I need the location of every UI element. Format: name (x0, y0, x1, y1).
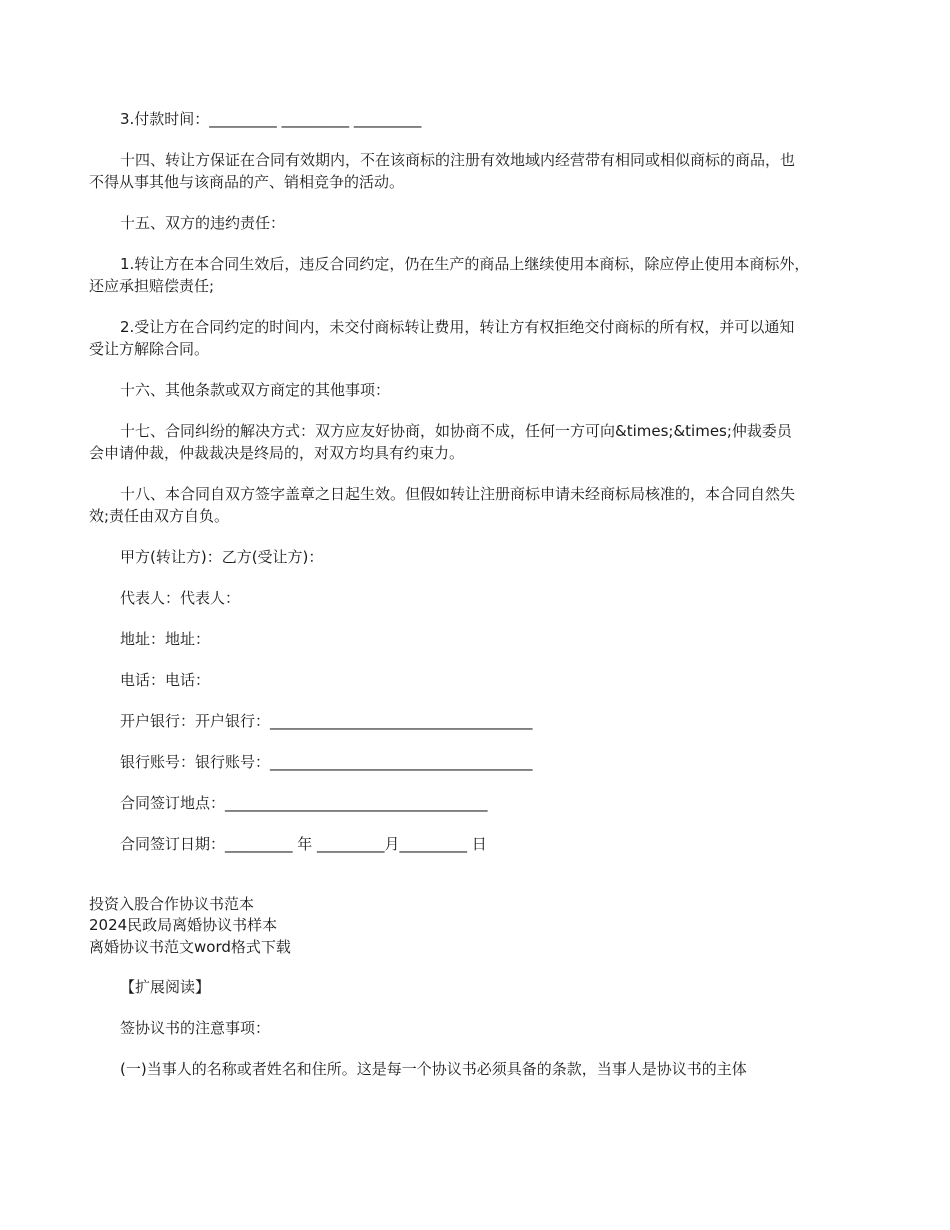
clause-18-line-1: 十八、本合同自双方签字盖章之日起生效。但假如转让注册商标申请未经商标局核准的，本合同自然失 (120, 485, 796, 503)
signing-place-line: 合同签订地点：___________________________________ (120, 794, 488, 812)
clause-16: 十六、其他条款或双方商定的其他事项： (120, 381, 391, 399)
party-line: 甲方(转让方)：乙方(受让方)： (120, 548, 324, 566)
account-line: 银行账号：银行账号：___________________________________ (120, 753, 533, 771)
representative-line: 代表人：代表人： (120, 589, 241, 607)
clause-15-heading: 十五、双方的违约责任： (120, 214, 286, 232)
clause-18-line-2: 效;责任由双方自负。 (89, 507, 230, 525)
clause-17-line-1: 十七、合同纠纷的解决方式：双方应友好协商，如协商不成，任何一方可向&times;&times;仲裁委员 (120, 422, 792, 440)
extended-reading-heading: 【扩展阅读】 (120, 978, 211, 996)
signing-date-line: 合同签订日期：_________ 年 _________月_________ 日 (120, 835, 487, 853)
extended-reading-item-1: (一)当事人的名称或者姓名和住所。这是每一个协议书必须具备的条款，当事人是协议书的主体 (120, 1060, 747, 1078)
extended-reading-intro: 签协议书的注意事项： (120, 1019, 271, 1037)
clause-15-item-1-line-1: 1.转让方在本合同生效后，违反合同约定，仍在生产的商品上继续使用本商标，除应停止使用本商标外， (120, 255, 810, 273)
payment-time-line: 3.付款时间：_________ _________ _________ (120, 110, 422, 128)
related-link-2[interactable]: 2024民政局离婚协议书样本 (89, 916, 278, 934)
bank-line: 开户银行：开户银行：___________________________________ (120, 712, 533, 730)
clause-17-line-2: 会申请仲裁，仲裁裁决是终局的，对双方均具有约束力。 (89, 444, 465, 462)
related-link-1[interactable]: 投资入股合作协议书范本 (89, 895, 255, 913)
clause-15-item-2-line-1: 2.受让方在合同约定的时间内，未交付商标转让费用，转让方有权拒绝交付商标的所有权，并可以通知 (120, 318, 795, 336)
clause-15-item-2-line-2: 受让方解除合同。 (89, 340, 210, 358)
clause-15-item-1-line-2: 还应承担赔偿责任; (89, 277, 215, 295)
clause-14-line-2: 不得从事其他与该商品的产、销相竞争的活动。 (89, 173, 405, 191)
address-line: 地址：地址： (120, 630, 211, 648)
phone-line: 电话：电话： (120, 671, 211, 689)
related-link-3[interactable]: 离婚协议书范文word格式下载 (89, 938, 291, 956)
clause-14-line-1: 十四、转让方保证在合同有效期内，不在该商标的注册有效地域内经营带有相同或相似商标的商品，也 (120, 151, 796, 169)
